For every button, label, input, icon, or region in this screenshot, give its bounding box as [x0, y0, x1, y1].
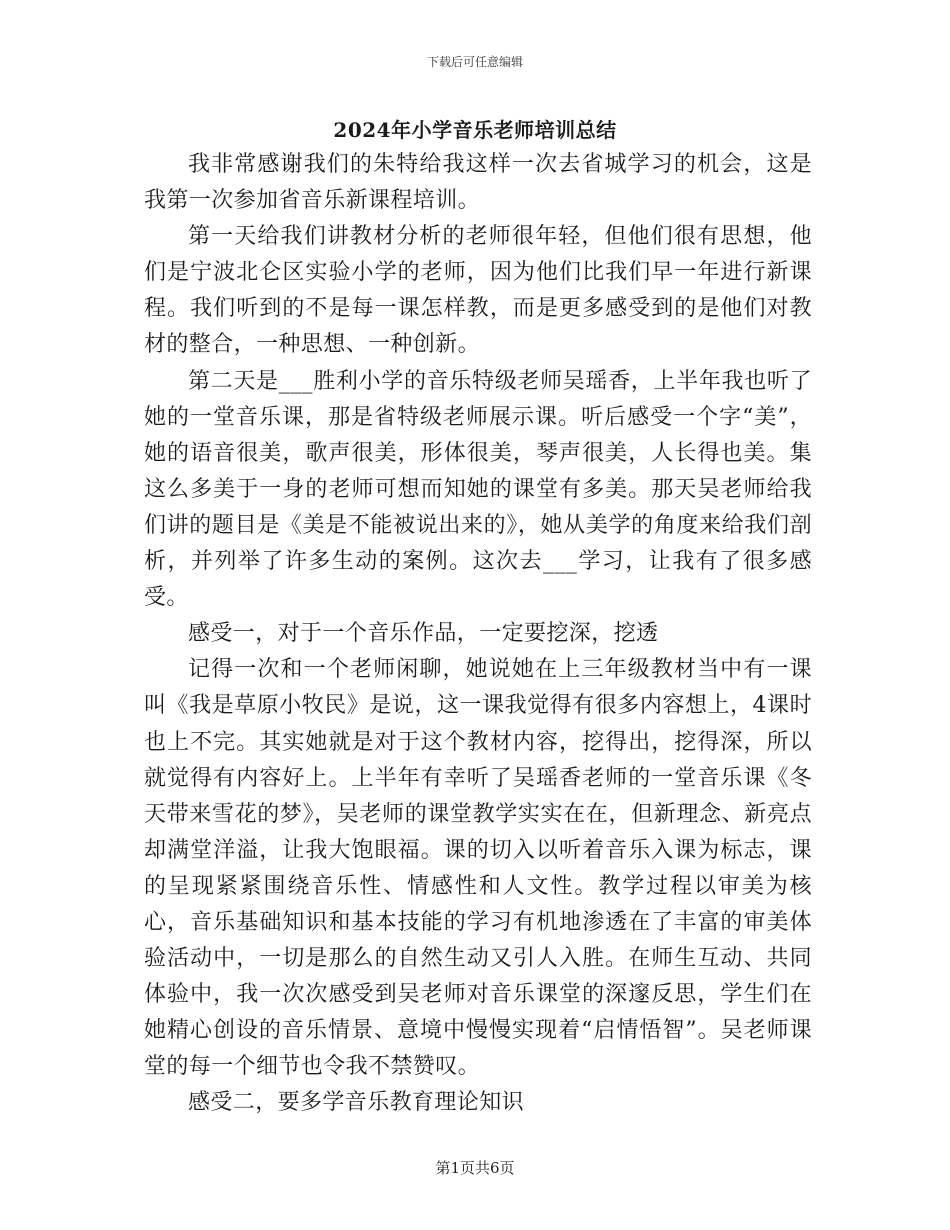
header-note: 下载后可任意编辑	[426, 55, 523, 69]
paragraph: 我非常感谢我们的朱特给我这样一次去省城学习的机会，这是我第一次参加省音乐新课程培训。	[144, 152, 812, 214]
paragraph: 记得一次和一个老师闲聊，她说她在上三年级教材当中有一课叫《我是草原小牧民》是说，这一课我觉得有很多内容想上，4课时也上不完。其实她就是对于这个教材内容，挖得出，挖得深，所以就觉得有内容好上。上半年有幸听了吴瑶香老师的一堂音乐课《冬天带来雪花的梦》，吴老师的课堂教学实实在在，但新理念、新亮点却满堂洋溢，让我大饱眼福。课的切入以听着音乐入课为标志，课的呈现紧紧围绕音乐性、情感性和人文性。教学过程以审美为核心，音乐基础知识和基本技能的学习有机地渗透在了丰富的审美体验活动中，一切是那么的自然生动又引人入胜。在师生互动、共同体验中，我一次次感受到吴老师对音乐课堂的深邃反思，学生们在她精心创设的音乐情景、意境中慢慢实现着“启情悟智”。吴老师课堂的每一个细节也令我不禁赞叹。	[144, 657, 812, 1080]
document-title: 2024年小学音乐老师培训总结	[333, 118, 617, 142]
section-heading: 感受二，要多学音乐教育理论知识	[188, 1090, 525, 1116]
paragraph: 第一天给我们讲教材分析的老师很年轻，但他们很有思想，他们是宁波北仑区实验小学的老师，因为他们比我们早一年进行新课程。我们听到的不是每一课怎样教，而是更多感受到的是他们对教材的整合，一种思想、一种创新。	[144, 224, 812, 358]
section-heading: 感受一，对于一个音乐作品，一定要挖深，挖透	[188, 621, 659, 647]
document-body	[144, 147, 812, 1122]
page-number: 第1页共6页	[435, 1159, 515, 1177]
paragraph: 第二天是___胜利小学的音乐特级老师吴瑶香，上半年我也听了她的一堂音乐课，那是省特级老师展示课。听后感受一个字“美”，她的语音很美，歌声很美，形体很美，琴声很美，人长得也美。集这么多美于一身的老师可想而知她的课堂有多美。那天吴老师给我们讲的题目是《美是不能被说出来的》，她从美学的角度来给我们剖析，并列举了许多生动的案例。这次去___学习，让我有了很多感受。	[144, 368, 812, 611]
